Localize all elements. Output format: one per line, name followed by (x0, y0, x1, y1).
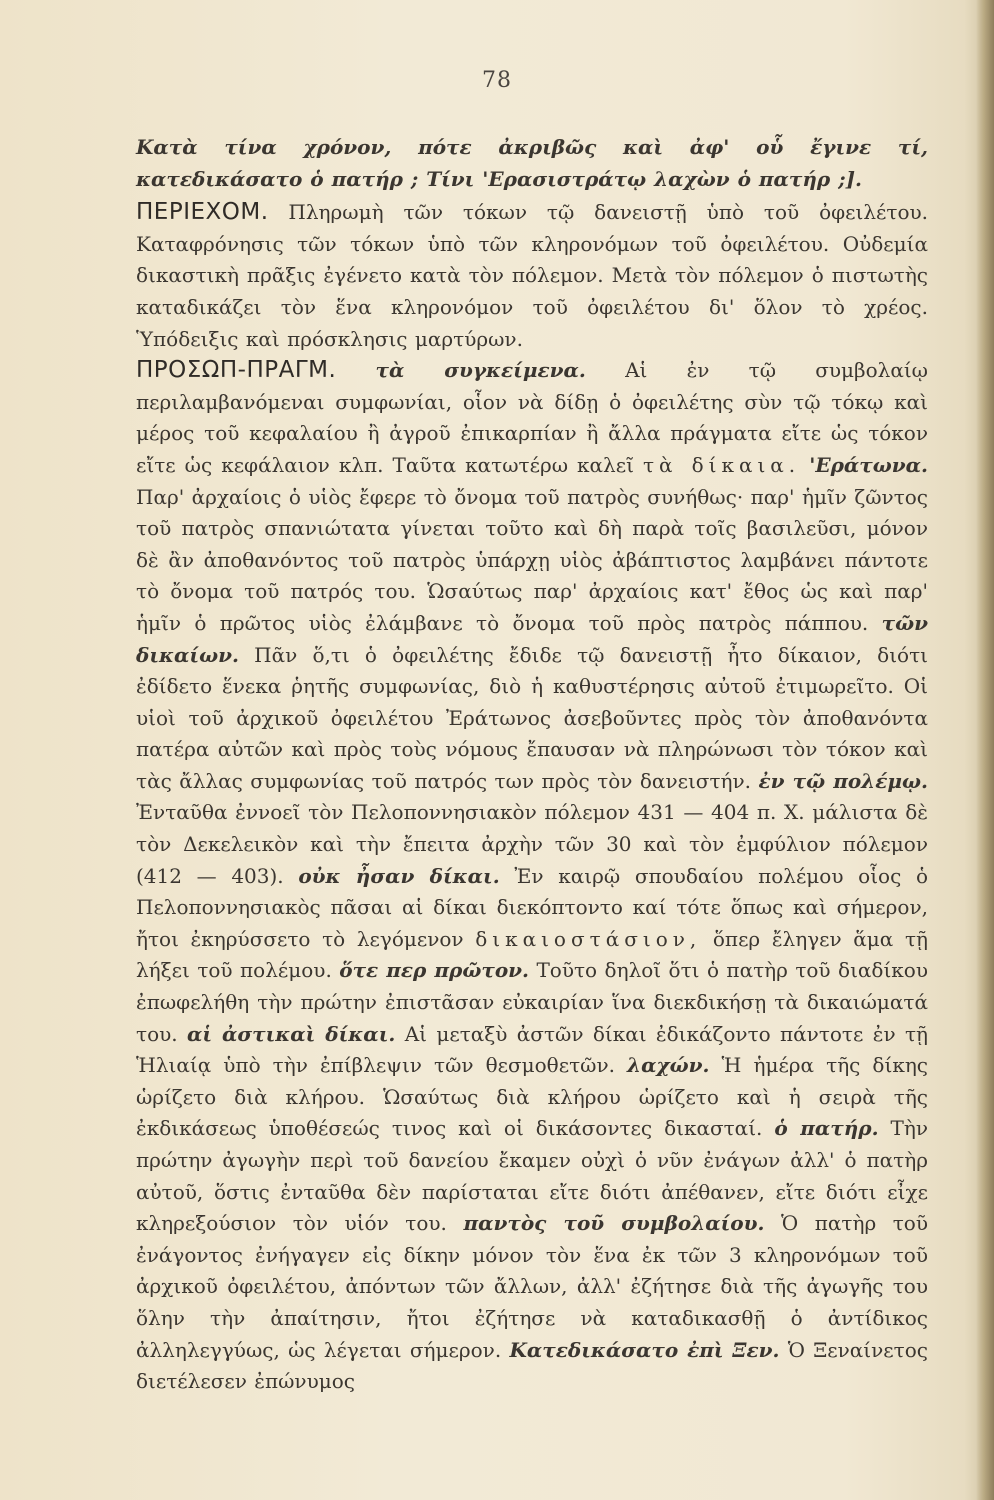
lemma: αἱ ἀστικαὶ δίκαι. (186, 1021, 396, 1046)
section-heading-contents: ΠΕΡΙΕΧΟΜ. (136, 199, 269, 226)
lemma: Κατεδικάσατο ἐπὶ Ξεν. (509, 1337, 780, 1362)
page-number: 78 (482, 68, 512, 93)
gloss: Ἡ ἡμέρα τῆς δίκης ὡρίζετο διὰ κλήρου. Ὡσαύτως διὰ κλήρου ὡρίζετο καὶ ἡ σειρὰ τῆς ἐκδικάσεως ὑποθέσεώς τινος καὶ οἱ δικάσοντες δικασταί. (136, 1053, 928, 1141)
lemma: ὁ πατήρ. (774, 1116, 879, 1141)
lemma: ἐν τῷ πολέμῳ. (758, 768, 929, 793)
section-persons-things (136, 355, 928, 1398)
lemma: τὰ συγκείμενα. (375, 358, 586, 383)
lemma: οὐκ ἦσαν δίκαι. (298, 863, 500, 888)
gloss: Ἐν καιρῷ σπουδαίου πολέμου οἷος ὁ Πελοποννησιακὸς πᾶσαι αἱ δίκαι διεκόπτοντο καί τότε ὅπως καὶ σήμερον, ἤτοι ἐκηρύσσετο τὸ λεγόμενον (136, 863, 929, 951)
gloss: Αἱ μεταξὺ ἀστῶν δίκαι ἐδικάζοντο πάντοτε ἐν τῇ Ἡλιαίᾳ ὑπὸ τὴν ἐπίβλεψιν τῶν θεσμοθετῶν. (136, 1021, 928, 1078)
gloss: Ὁ Ξεναίνετος διετέλεσεν ἐπώνυμος (136, 1337, 928, 1394)
spaced-term: τὰ δίκαια. (642, 452, 801, 477)
gloss: Ἐνταῦθα ἐννοεῖ τὸν Πελοποννησιακὸν πόλεμον 431 — 404 π. Χ. μάλιστα δὲ τὸν Δεκελεικὸν καὶ τὴν ἔπειτα ἀρχὴν τῶν 30 καὶ τὸν ἐμφύλιον πόλεμον (412 — 403). (136, 800, 928, 888)
lemma: παντὸς τοῦ συμβολαίου. (463, 1211, 765, 1236)
gloss: ὅπερ ἔληγεν ἅμα τῇ λήξει τοῦ πολέμου. (136, 926, 928, 983)
lemma: 'Εράτωνα. (809, 452, 928, 477)
gloss: Ὁ πατὴρ τοῦ ἐνάγοντος ἐνήγαγεν εἰς δίκην μόνον τὸν ἕνα ἐκ τῶν 3 κληρονόμων τοῦ ἀρχικοῦ ὀφειλέτου, ἀπόντων τῶν ἄλλων, ἀλλ' ἐζήτησε διὰ τῆς ἀγωγῆς του ὅλην τὴν ἀπαίτησιν, ἤτοι ἐζήτησε νὰ καταδικασθῇ ὁ ἀντίδικος ἀλληλεγγύως, ὡς λέγεται σήμερον. (136, 1211, 929, 1362)
lemma: λαχών. (627, 1053, 710, 1078)
section-heading-persons: ΠΡΟΣΩΠ-ΠΡΑΓΜ. (136, 357, 337, 384)
intro-questions: Κατὰ τίνα χρόνον, πότε ἀκριβῶς καὶ ἀφ' οὗ ἔγινε τί, κατεδικάσατο ὁ πατήρ ; Τίνι 'Ερασιστράτῳ λαχὼν ὁ πατήρ ;]. (136, 135, 928, 191)
page-edge-shadow (976, 0, 994, 1500)
commentary-text (136, 132, 928, 1398)
lemma: τῶν δικαίων. (136, 610, 928, 667)
gloss: Τὴν πρώτην ἀγωγὴν περὶ τοῦ δανείου ἔκαμεν οὐχὶ ὁ νῦν ἐνάγων ἀλλ' ὁ πατὴρ αὐτοῦ, ὅστις ἐνταῦθα δὲν παρίσταται εἴτε διότι ἀπέθανεν, εἴτε διότι εἶχε κληρεξούσιον τὸν υἱόν του. (136, 1116, 929, 1236)
section-contents-text: Πληρωμὴ τῶν τόκων τῷ δανειστῇ ὑπὸ τοῦ ὀφειλέτου. Καταφρόνησις τῶν τόκων ὑπὸ τῶν κληρονόμων τοῦ ὀφειλέτου. Οὐδεμία δικαστικὴ πρᾶξις ἐγένετο κατὰ τὸν πόλεμον. Μετὰ τὸν πόλεμον ὁ πιστωτὴς καταδικάζει τὸν ἕνα κληρονόμον τοῦ ὀφειλέτου δι' ὅλον τὸ χρέος. Ὑπόδειξις καὶ πρόσκλησις μαρτύρων. (136, 200, 928, 351)
gloss: Αἱ ἐν τῷ συμβολαίῳ περιλαμβανόμεναι συμφωνίαι, οἷον νὰ δίδῃ ὁ ὀφειλέτης σὺν τῷ τόκῳ καὶ μέρος τοῦ κεφαλαίου ἢ ἀγροῦ ἐπικαρπίαν ἢ ἄλλα πράγματα εἴτε ὡς τόκον εἴτε ὡς κεφάλαιον κλπ. Ταῦτα κατωτέρω καλεῖ (136, 358, 928, 477)
spaced-term: δικαιοστάσιον, (475, 926, 702, 951)
gloss: Παρ' ἀρχαίοις ὁ υἱὸς ἔφερε τὸ ὄνομα τοῦ πατρὸς συνήθως· παρ' ἡμῖν ζῶντος τοῦ πατρὸς σπανιώτατα γίνεται τοῦτο καὶ δὴ παρὰ τοῖς βασιλεῦσι, μόνον δὲ ἂν ἀποθανόντος τοῦ πατρὸς ὑπάρχῃ υἱὸς ἀβάπτιστος λαμβάνει πάντοτε τὸ ὄνομα τοῦ πατρός του. Ὡσαύτως παρ' ἀρχαίοις κατ' ἔθος ὡς καὶ παρ' ἡμῖν ὁ πρῶτος υἱὸς ἐλάμβανε τὸ ὄνομα τοῦ πρὸς πατρὸς πάππου. (136, 484, 928, 635)
lemma: ὅτε περ πρῶτον. (339, 958, 530, 983)
gloss: Τοῦτο δηλοῖ ὅτι ὁ πατὴρ τοῦ διαδίκου ἐπωφελήθη τὴν πρώτην ἐπιστᾶσαν εὐκαιρίαν ἵνα διεκδικήσῃ τὰ δικαιώματά του. (136, 958, 928, 1046)
gloss: Πᾶν ὅ,τι ὁ ὀφειλέτης ἔδιδε τῷ δανειστῇ ἦτο δίκαιον, διότι ἐδίδετο ἕνεκα ῥητῆς συμφωνίας, διὸ ἡ καθυστέρησις αὐτοῦ ἐτιμωρεῖτο. Οἱ υἱοὶ τοῦ ἀρχικοῦ ὀφειλέτου Ἐράτωνος ἀσεβοῦντες πρὸς τὸν ἀποθανόντα πατέρα αὐτῶν καὶ πρὸς τοὺς νόμους ἔπαυσαν νὰ πληρώνωσι τὸν τόκον καὶ τὰς ἄλλας συμφωνίας τοῦ πατρός των πρὸς τὸν δανειστήν. (136, 642, 928, 793)
section-contents (136, 197, 928, 355)
